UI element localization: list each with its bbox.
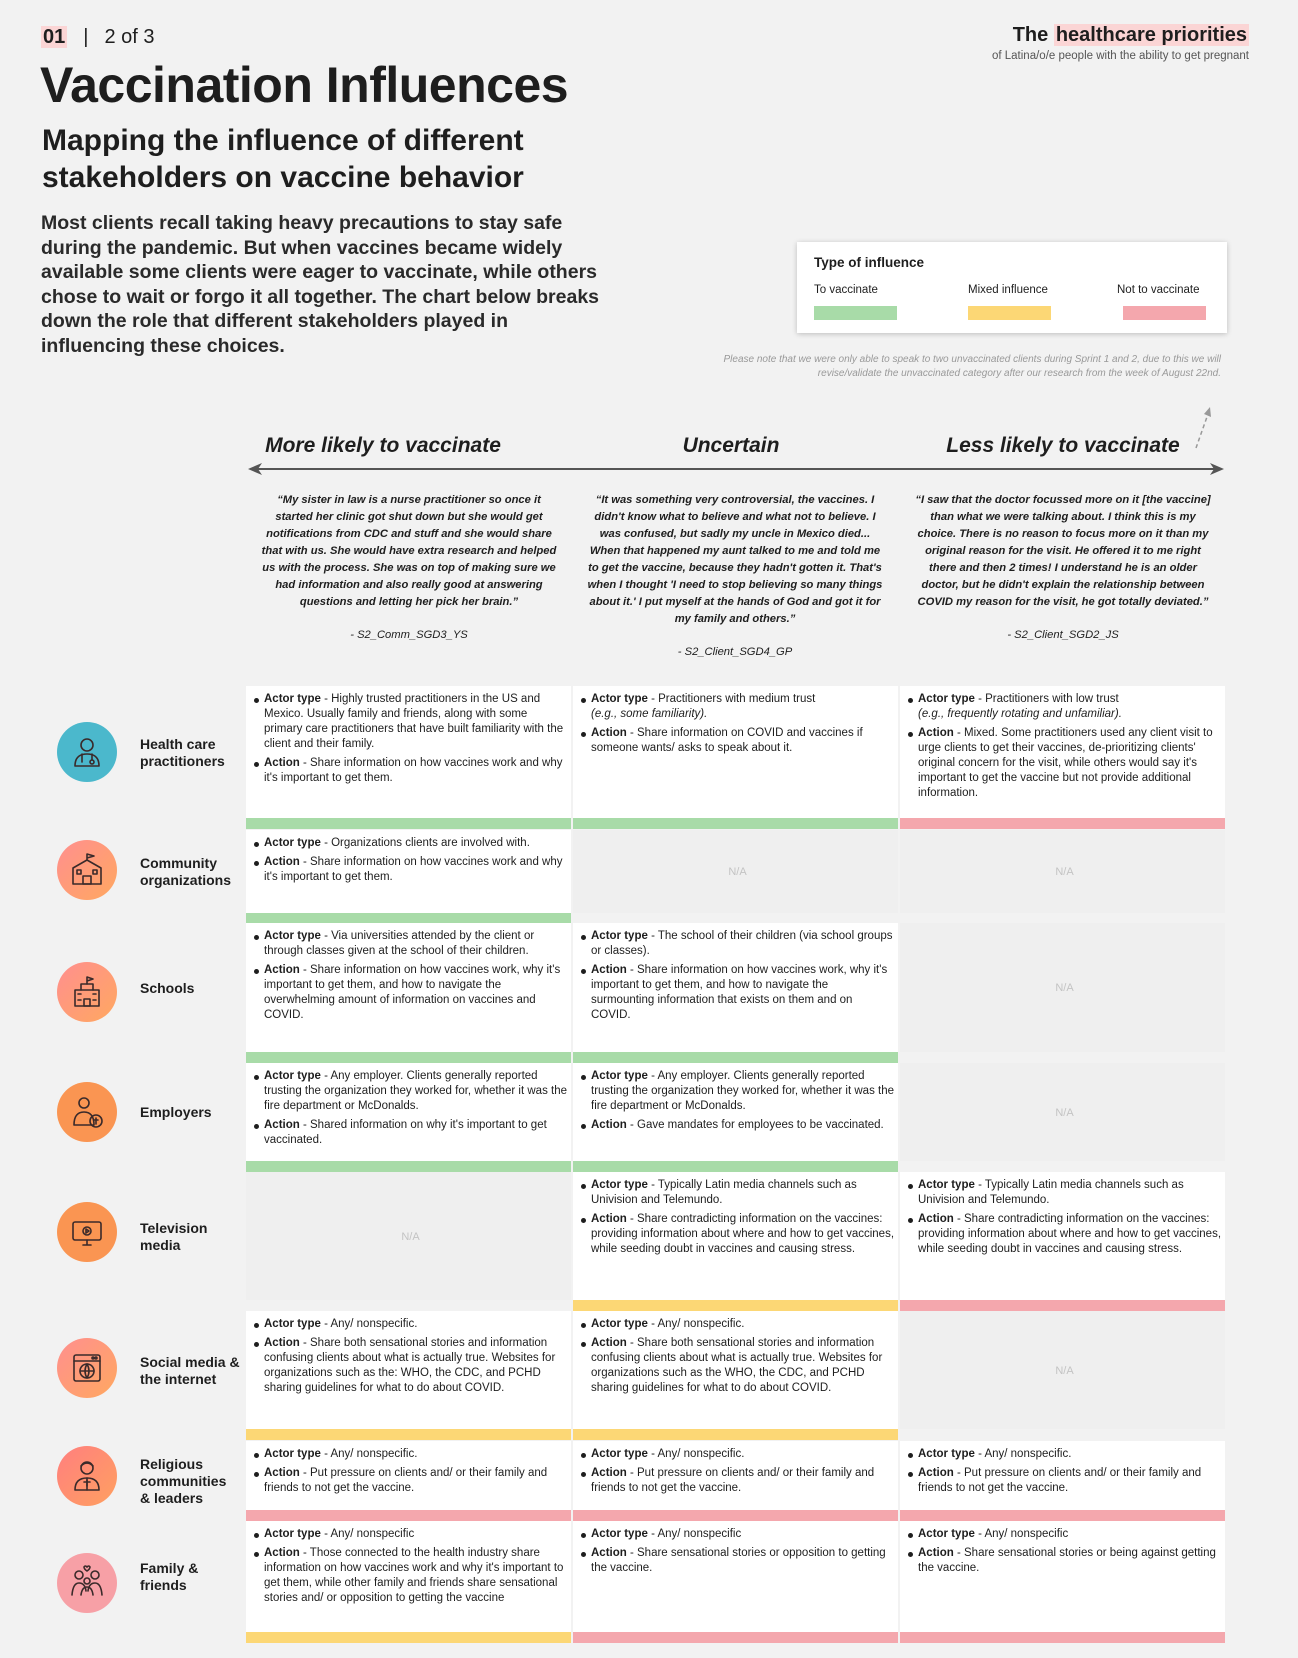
cell-health-care-practitioners-uncertain bbox=[573, 686, 898, 818]
action-item: Action - Share both sensational stories and information confusing clients about what is actually true. Websites for organizations such as the: WHO, the CDC, and PCHD sharing guidelines for what to do about COVID. bbox=[254, 1336, 567, 1396]
brand bbox=[992, 24, 1249, 62]
actor-type-item: Actor type - Highly trusted practitioners in the US and Mexico. Usually family and friends, along with some primary care practitioners that have built familiarity with the client and their family. bbox=[254, 692, 567, 752]
intro-paragraph: Most clients recall taking heavy precautions to stay safe during the pandemic. But when vaccines became widely available some clients were eager to vaccinate, while others chose to wait or forgo it all together. The chart below breaks down the role that different stakeholders played in influencing these choices. bbox=[41, 212, 600, 357]
influence-bar bbox=[573, 1052, 898, 1063]
action-item: Action - Gave mandates for employees to be vaccinated. bbox=[581, 1118, 894, 1133]
quote-less-likely bbox=[913, 492, 1213, 644]
action-item: Action - Mixed. Some practitioners used any client visit to urge clients to get their vaccines, de-prioritizing clients' original concern for the visit, while others would say it's important to get the vaccine but not provide additional information. bbox=[908, 726, 1221, 801]
action-item: Action - Share sensational stories or opposition to getting the vaccine. bbox=[581, 1546, 894, 1576]
quote-source: - S2_Comm_SGD3_YS bbox=[350, 629, 468, 641]
row-label-community-organizations: Community organizations bbox=[140, 855, 232, 888]
legend-swatch-mixed bbox=[968, 306, 1051, 320]
page-indicator bbox=[41, 26, 155, 49]
television-icon bbox=[57, 1202, 117, 1262]
cell-religious-communities-and-leaders-uncertain bbox=[573, 1441, 898, 1510]
quote-text: “My sister in law is a nurse practitioner so once it started her clinic got shut down but she would get notifications from CDC and stuff and she would share that with us. She would have extra research and helped us with the process. She was on top of making sure we had information and also really good at answering questions and letting her pick her brain.” bbox=[261, 494, 557, 608]
influence-bar bbox=[246, 1632, 571, 1643]
family-friends-icon bbox=[57, 1553, 117, 1613]
column-heading-uncertain: Uncertain bbox=[682, 434, 780, 457]
influence-bar bbox=[573, 1632, 898, 1643]
actor-type-item: Actor type - Any/ nonspecific. bbox=[581, 1447, 894, 1462]
actor-type-item: Actor type - Organizations clients are involved with. bbox=[254, 836, 567, 851]
cell-social-media-and-the-internet-less-likely: N/A bbox=[900, 1311, 1225, 1429]
brand-highlight: healthcare priorities bbox=[1055, 24, 1247, 46]
influence-bar bbox=[246, 1161, 571, 1172]
actor-type-item: Actor type - Any/ nonspecific bbox=[254, 1527, 567, 1542]
row-label-schools: Schools bbox=[140, 980, 195, 996]
legend-swatch-to-vaccinate bbox=[814, 306, 897, 320]
cell-family-and-friends-less-likely bbox=[900, 1521, 1225, 1632]
actor-type-item: Actor type - Practitioners with low trust (e.g., frequently rotating and unfamiliar). bbox=[908, 692, 1221, 722]
column-heading-more-likely: More likely to vaccinate bbox=[265, 434, 501, 457]
influence-bar bbox=[900, 1510, 1225, 1521]
cell-religious-communities-and-leaders-less-likely bbox=[900, 1441, 1225, 1510]
axis-arrow-right-icon bbox=[1210, 462, 1224, 476]
action-item: Action - Share contradicting information on the vaccines: providing information about where and how to get vaccines, while seeding doubt in vaccines and causing stress. bbox=[581, 1212, 894, 1257]
quote-text: “It was something very controversial, the vaccines. I didn't know what to believe and what not to believe. I was confused, but sadly my uncle in Mexico died... When that happened my aunt talked to me and told me to get the vaccine, because they hadn't gotten it. That's when I thought 'I need to stop believing so many things about it.' I put myself at the hands of God and got it for my family and others.” bbox=[587, 494, 883, 625]
actor-type-item: Actor type - Any/ nonspecific. bbox=[908, 1447, 1221, 1462]
influence-bar bbox=[573, 1510, 898, 1521]
cell-health-care-practitioners-less-likely bbox=[900, 686, 1225, 818]
legend-label-to-vaccinate: To vaccinate bbox=[814, 284, 878, 296]
actor-type-item: Actor type - The school of their children (via school groups or classes). bbox=[581, 929, 894, 959]
actor-type-item: Actor type - Via universities attended by the client or through classes given at the school of their children. bbox=[254, 929, 567, 959]
cell-employers-more-likely bbox=[246, 1063, 571, 1161]
action-item: Action - Share information on how vaccines work and why it's important to get them. bbox=[254, 855, 567, 885]
action-item: Action - Shared information on why it's important to get vaccinated. bbox=[254, 1118, 567, 1148]
legend-label-not-to-vaccinate: Not to vaccinate bbox=[1117, 284, 1200, 296]
influence-bar bbox=[246, 1510, 571, 1521]
quote-more-likely bbox=[259, 492, 559, 644]
quote-uncertain bbox=[585, 492, 885, 661]
brand-title bbox=[992, 24, 1249, 47]
actor-type-item: Actor type - Practitioners with medium trust (e.g., some familiarity). bbox=[581, 692, 894, 722]
community-building-icon bbox=[57, 840, 117, 900]
row-label-employers: Employers bbox=[140, 1104, 212, 1120]
influence-bar bbox=[900, 818, 1225, 829]
actor-type-item: Actor type - Any/ nonspecific bbox=[908, 1527, 1221, 1542]
dashed-arrow-icon bbox=[1192, 404, 1216, 452]
row-label-religious-communities-and-leaders: Religious communities & leaders bbox=[140, 1456, 227, 1506]
cell-schools-more-likely bbox=[246, 923, 571, 1052]
legend-title: Type of influence bbox=[814, 255, 925, 270]
row-label-health-care-practitioners: Health care practitioners bbox=[140, 736, 225, 769]
page-count: 2 of 3 bbox=[104, 26, 155, 48]
actor-type-item: Actor type - Any employer. Clients generally reported trusting the organization they worked for, whether it was the fire department or McDonalds. bbox=[254, 1069, 567, 1114]
quote-source: - S2_Client_SGD2_JS bbox=[1007, 629, 1119, 641]
influence-bar bbox=[900, 1300, 1225, 1311]
cell-religious-communities-and-leaders-more-likely bbox=[246, 1441, 571, 1510]
legend-swatch-not-to-vaccinate bbox=[1123, 306, 1206, 320]
cell-family-and-friends-more-likely bbox=[246, 1521, 571, 1632]
column-heading-less-likely: Less likely to vaccinate bbox=[946, 434, 1180, 457]
action-item: Action - Share information on COVID and vaccines if someone wants/ asks to speak about it. bbox=[581, 726, 894, 756]
page-title: Vaccination Influences bbox=[40, 57, 569, 113]
separator: | bbox=[83, 26, 89, 48]
actor-type-item: Actor type - Typically Latin media channels such as Univision and Telemundo. bbox=[908, 1178, 1221, 1208]
section-number: 01 bbox=[43, 26, 66, 48]
action-item: Action - Share contradicting information on the vaccines: providing information about where and how to get vaccines, while seeding doubt in vaccines and causing stress. bbox=[908, 1212, 1221, 1257]
row-label-family-and-friends: Family & friends bbox=[140, 1560, 199, 1593]
cell-community-organizations-more-likely bbox=[246, 830, 571, 913]
action-item: Action - Share information on how vaccines work, why it's important to get them, and how to navigate the surmounting information that exists on them and on COVID. bbox=[581, 963, 894, 1023]
cell-employers-less-likely: N/A bbox=[900, 1063, 1225, 1161]
action-item: Action - Share information on how vaccines work, why it's important to get them, and how to navigate the overwhelming amount of information on vaccines and COVID. bbox=[254, 963, 567, 1023]
influence-bar bbox=[573, 1161, 898, 1172]
actor-type-item: Actor type - Any/ nonspecific. bbox=[581, 1317, 894, 1332]
cell-social-media-and-the-internet-uncertain bbox=[573, 1311, 898, 1429]
row-label-television-media: Television media bbox=[140, 1220, 208, 1253]
influence-bar bbox=[246, 1052, 571, 1063]
legend-label-mixed: Mixed influence bbox=[968, 284, 1048, 296]
action-item: Action - Share information on how vaccines work and why it's important to get them. bbox=[254, 756, 567, 786]
influence-bar bbox=[900, 1632, 1225, 1643]
action-item: Action - Put pressure on clients and/ or their family and friends to not get the vaccine. bbox=[254, 1466, 567, 1496]
cell-social-media-and-the-internet-more-likely bbox=[246, 1311, 571, 1429]
globe-browser-icon bbox=[57, 1338, 117, 1398]
legend bbox=[797, 242, 1227, 333]
doctor-icon bbox=[57, 722, 117, 782]
actor-type-item: Actor type - Typically Latin media channels such as Univision and Telemundo. bbox=[581, 1178, 894, 1208]
page-subtitle: Mapping the influence of different stakeholders on vaccine behavior bbox=[42, 124, 524, 194]
cell-employers-uncertain bbox=[573, 1063, 898, 1161]
likelihood-axis bbox=[252, 468, 1220, 470]
actor-type-item: Actor type - Any/ nonspecific bbox=[581, 1527, 894, 1542]
action-item: Action - Put pressure on clients and/ or their family and friends to not get the vaccine. bbox=[908, 1466, 1221, 1496]
cell-schools-less-likely: N/A bbox=[900, 923, 1225, 1052]
influence-bar bbox=[246, 1429, 571, 1440]
cell-community-organizations-uncertain: N/A bbox=[573, 830, 898, 913]
cell-family-and-friends-uncertain bbox=[573, 1521, 898, 1632]
actor-type-item: Actor type - Any/ nonspecific. bbox=[254, 1317, 567, 1332]
cell-television-media-less-likely bbox=[900, 1172, 1225, 1300]
cell-schools-uncertain bbox=[573, 923, 898, 1052]
axis-arrow-left-icon bbox=[248, 462, 262, 476]
employer-icon bbox=[57, 1082, 117, 1142]
religious-leader-icon bbox=[57, 1446, 117, 1506]
influence-bar bbox=[573, 1300, 898, 1311]
cell-television-media-more-likely: N/A bbox=[246, 1172, 571, 1300]
row-label-social-media-and-the-internet: Social media & the internet bbox=[140, 1354, 240, 1387]
quote-text: “I saw that the doctor focussed more on it [the vaccine] than what we were talking about. I think this is my choice. There is no reason to focus more on it than my original reason for the visit. He offered it to me right there and then 2 times! I understand he is an older doctor, but he didn't explain the relationship between COVID my reason for the visit, he got totally deviated.” bbox=[915, 494, 1211, 608]
influence-bar bbox=[246, 818, 571, 829]
action-item: Action - Put pressure on clients and/ or their family and friends to not get the vaccine. bbox=[581, 1466, 894, 1496]
influence-bar bbox=[573, 818, 898, 829]
actor-type-item: Actor type - Any/ nonspecific. bbox=[254, 1447, 567, 1462]
brand-subtitle: of Latina/o/e people with the ability to get pregnant bbox=[991, 50, 1249, 62]
action-item: Action - Share both sensational stories and information confusing clients about what is actually true. Websites for organizations such as the WHO, the CDC, and PCHD sharing guidelines for what to do about COVID. bbox=[581, 1336, 894, 1396]
quote-source: - S2_Client_SGD4_GP bbox=[677, 646, 793, 658]
action-item: Action - Share sensational stories or being against getting the vaccine. bbox=[908, 1546, 1221, 1576]
influence-bar bbox=[573, 1429, 898, 1440]
cell-television-media-uncertain bbox=[573, 1172, 898, 1300]
action-item: Action - Those connected to the health industry share information on how vaccines work and why it's important to get them, while other family and friends share sensational stories and/ or opposition to getting the vaccine bbox=[254, 1546, 567, 1606]
actor-type-item: Actor type - Any employer. Clients generally reported trusting the organization they worked for, whether it was the fire department or McDonalds. bbox=[581, 1069, 894, 1114]
research-note: Please note that we were only able to speak to two unvaccinated clients during Sprint 1 and 2, due to this we will revise/validate the unvaccinated category after our research from the week of August 22nd. bbox=[723, 354, 1221, 379]
brand-prefix: The bbox=[1012, 24, 1049, 46]
cell-health-care-practitioners-more-likely bbox=[246, 686, 571, 818]
school-icon bbox=[57, 962, 117, 1022]
cell-community-organizations-less-likely: N/A bbox=[900, 830, 1225, 913]
